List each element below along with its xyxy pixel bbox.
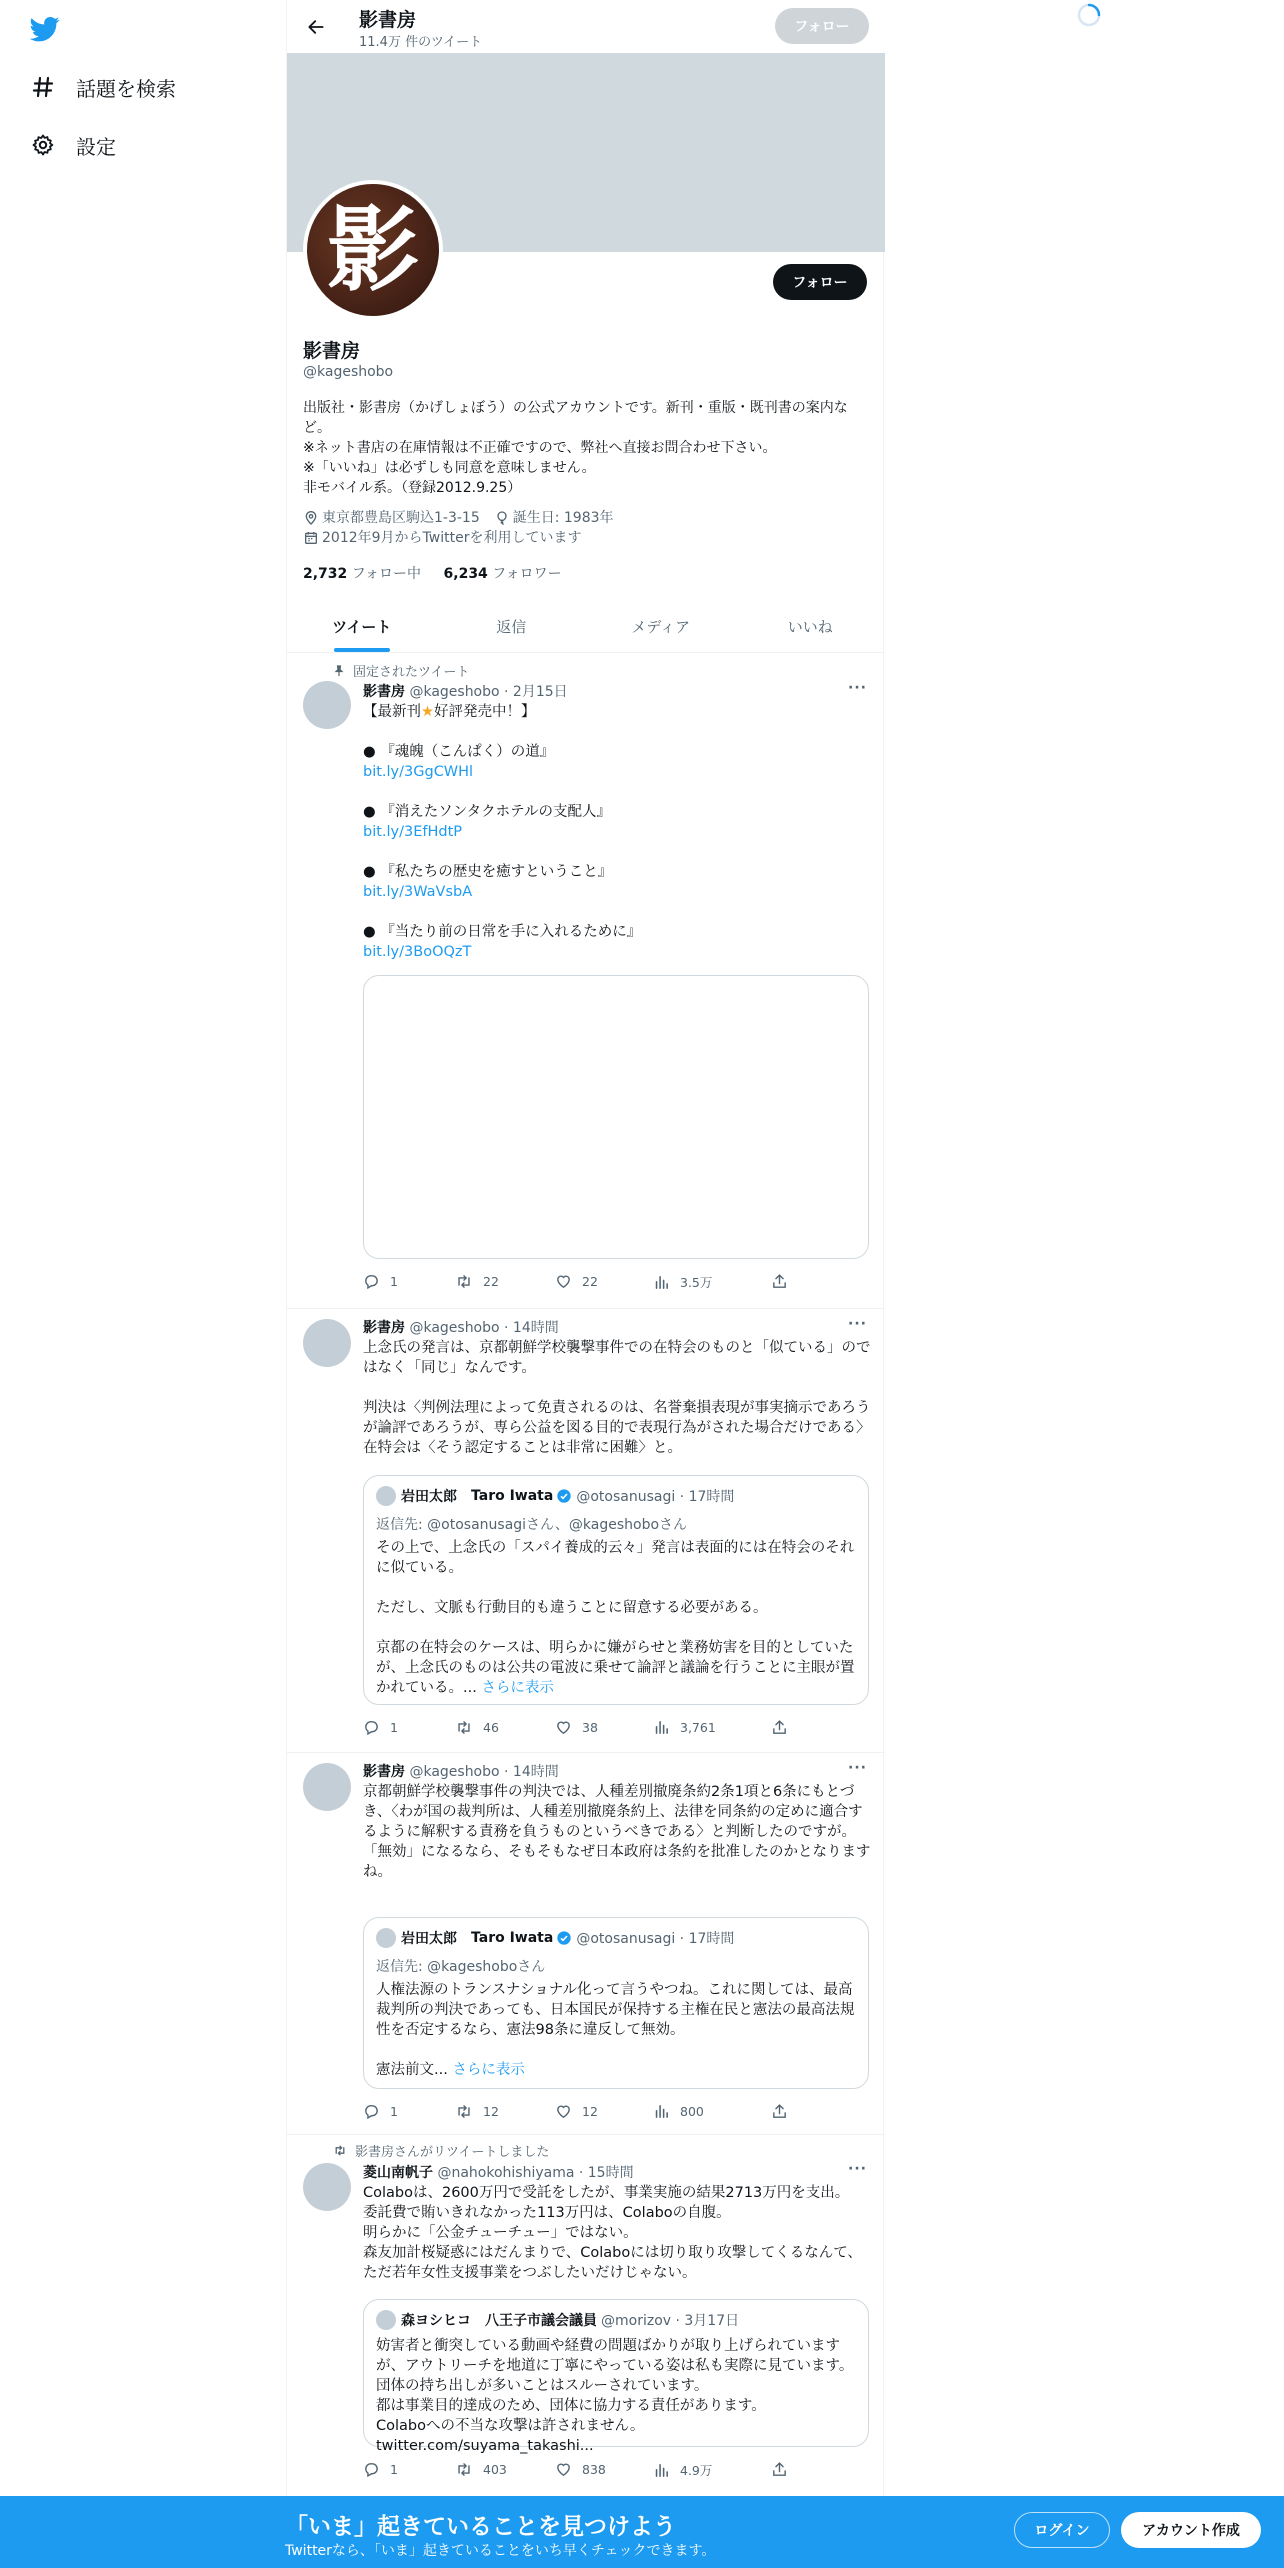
verified-badge-icon (556, 1930, 572, 1946)
hashtag-icon (28, 72, 58, 102)
profile-avatar[interactable] (303, 180, 443, 320)
book-title: 『魂魄（こんぱく）の道』 (380, 744, 555, 760)
loading-spinner-icon (1076, 2, 1102, 28)
retweet-icon (333, 2144, 347, 2157)
header-follow-button[interactable]: フォロー (775, 8, 869, 44)
profile-name: 影書房 (303, 340, 361, 362)
quoted-reply-to: 返信先: @kageshoboさん (376, 1959, 546, 1975)
tab-likes[interactable]: いいね (787, 617, 833, 636)
heart-icon (555, 1719, 572, 1736)
quoted-tweet[interactable] (363, 1475, 869, 1705)
avatar-glyph: 影 (326, 196, 419, 304)
like-count: 22 (582, 1274, 598, 1289)
nav-explore-label: 話題を検索 (76, 76, 176, 101)
tweet-text: 上念氏の発言は、京都朝鮮学校襲撃事件での在特会のものと「似ている」のではなく「同じ」なんです。 判決は〈判例法理によって免責されるのは、名誉棄損表現が事実摘示であろうが論評であろうが、専ら公益を図る目的で表現行為がされた場合だけである〉在特会は〈そう認定することは非常に困難〉と。 (363, 1340, 871, 1456)
book-link[interactable]: bit.ly/3WaVsbA (363, 884, 473, 900)
tweet-header (363, 681, 568, 701)
reply-icon (363, 2461, 380, 2478)
share-icon (771, 2461, 788, 2478)
nav-settings-label: 設定 (76, 134, 116, 159)
profile-header-bar (287, 0, 885, 53)
book-title: 『消えたソンタクホテルの支配人』 (380, 804, 611, 820)
retweet-icon (455, 2461, 473, 2478)
tweet-header (363, 1761, 559, 1781)
share-button[interactable] (771, 1719, 798, 1736)
views-count: 3.5万 (680, 1275, 713, 1290)
tweet-retweeted[interactable] (287, 2135, 885, 2496)
book-link[interactable]: bit.ly/3GgCWHl (363, 764, 474, 780)
reply-count: 1 (390, 2104, 398, 2119)
tweet-text: Colaboは、2600万円で受託をしたが、事業実施の結果2713万円を支出。 委託費で賄いきれなかった113万円は、Colaboの自腹。 明らかに「公金チューチュー」ではない。 森友加計桜疑惑にはだんまりで、Colaboには切り取り攻撃してくるなんて、ただ若年女性支援事業をつぶしたいだけじゃない。 (363, 2185, 862, 2281)
tweet-author-meta[interactable]: @kageshobo · 14時間 (409, 1320, 559, 1336)
reply-button[interactable] (363, 2103, 398, 2120)
tab-tweets[interactable]: ツイート (287, 600, 437, 652)
share-button[interactable] (771, 2461, 798, 2478)
signup-button[interactable]: アカウント作成 (1121, 2512, 1261, 2548)
tweet-avatar[interactable] (303, 2163, 351, 2211)
tweet-author-meta[interactable]: @kageshobo · 2月15日 (409, 684, 568, 700)
followers-count: 6,234 (443, 566, 488, 582)
profile-meta (303, 508, 628, 548)
follow-counts (303, 563, 562, 583)
quoted-meta: @otosanusagi · 17時間 (576, 1489, 735, 1505)
like-button[interactable] (555, 2103, 598, 2120)
tweet-avatar[interactable] (303, 1763, 351, 1811)
pinned-text: 固定されたツイート (353, 665, 470, 680)
share-icon (771, 2103, 788, 2120)
quoted-tweet[interactable] (363, 1917, 869, 2089)
retweeted-text: 影書房さんがリツイートしました (355, 2145, 550, 2160)
retweet-button[interactable] (455, 2461, 507, 2478)
tweet-author-meta[interactable]: @kageshobo · 14時間 (409, 1764, 559, 1780)
quoted-author-name: 岩田太郎 (401, 1489, 457, 1505)
heart-icon (555, 1273, 572, 1290)
reply-button[interactable] (363, 1719, 398, 1736)
retweet-button[interactable] (455, 1273, 499, 1290)
views-bar-icon (653, 1719, 670, 1736)
retweet-count: 46 (483, 1720, 499, 1735)
retweeted-label (333, 2141, 549, 2160)
joined-text: 2012年9月からTwitterを利用しています (322, 530, 582, 546)
calendar-icon (303, 530, 319, 546)
following-link[interactable] (303, 566, 421, 582)
verified-badge-icon (556, 1488, 572, 1504)
book-item: ● 『消えたソンタクホテルの支配人』 (363, 804, 611, 820)
tweet-text-intro2: 好評発売中！】 (434, 704, 536, 720)
tweet-actions (363, 1719, 803, 1739)
tweet[interactable] (287, 1309, 885, 1753)
book-item: ● 『魂魄（こんぱく）の道』 (363, 744, 555, 760)
tweet-author-name[interactable]: 影書房 (363, 1764, 405, 1780)
like-button[interactable] (555, 1273, 598, 1290)
retweet-count: 22 (483, 1274, 499, 1289)
tweet-avatar[interactable] (303, 1319, 351, 1367)
signup-banner (0, 2496, 1284, 2568)
following-count: 2,732 (303, 566, 348, 582)
profile-tabs (287, 600, 885, 653)
retweet-icon (455, 1719, 473, 1736)
quoted-reply-to: 返信先: @otosanusagiさん、@kageshoboさん (376, 1517, 688, 1533)
location-text: 東京都豊島区駒込1-3-15 (322, 510, 480, 526)
quoted-header (376, 1928, 734, 1948)
tab-media[interactable]: メディア (631, 617, 691, 636)
profile-handle: @kageshobo (303, 364, 394, 380)
quoted-avatar (376, 1486, 396, 1506)
quoted-text (376, 1538, 858, 1698)
quoted-meta: @otosanusagi · 17時間 (576, 1931, 735, 1947)
views-count: 800 (680, 2104, 704, 2119)
quoted-header (376, 2310, 739, 2330)
quoted-avatar (376, 1928, 396, 1948)
signup-banner-title: 「いま」起きていることを見つけよう (285, 2514, 676, 2540)
reply-button[interactable] (363, 1273, 398, 1290)
book-item: ● 『私たちの歴史を癒すということ』 (363, 864, 613, 880)
tweet-text (363, 702, 873, 962)
views-button[interactable] (653, 2103, 704, 2120)
tweet-author-meta[interactable]: @nahokohishiyama · 15時間 (437, 2165, 634, 2181)
views-count: 3,761 (680, 1720, 716, 1735)
views-bar-icon (653, 2103, 670, 2120)
like-count: 12 (582, 2104, 598, 2119)
signup-banner-subtitle: Twitterなら、「いま」起きていることをいち早くチェックできます。 (285, 2543, 716, 2559)
quoted-text-body: その上で、上念氏の「スパイ養成的云々」発言は表面的には在特会のそれに似ている。 ただし、文脈も行動目的も違うことに留意する必要がある。 京都の在特会のケースは、明らかに嫌がらせと業務妨害を目的としていたが、上念氏のものは公共の電波に乗せて論評と議論を行うことに主眼が置かれている。... (376, 1540, 855, 1696)
like-button[interactable] (555, 2461, 606, 2478)
tweet-avatar[interactable] (303, 681, 351, 729)
profile-column (286, 0, 884, 2496)
profile-bio: 出版社・影書房（かげしょぼう）の公式アカウントです。新刊・重版・既刊書の案内など。 ※ネット書店の在庫情報は不正確ですので、弊社へ直接お問合わせ下さい。 ※「いいね」は必ずしも同意を意味しません。 非モバイル系。（登録2012.9.25） (303, 400, 848, 496)
quoted-avatar (376, 2310, 396, 2330)
tweet-actions (363, 1273, 803, 1293)
tweet-text-intro: 【最新刊 (363, 704, 421, 720)
book-link[interactable]: bit.ly/3EfHdtP (363, 824, 463, 840)
following-label: フォロー中 (351, 566, 422, 582)
book-item: ● 『当たり前の日常を手に入れるために』 (363, 924, 642, 940)
header-name: 影書房 (359, 9, 417, 31)
quoted-tweet[interactable] (363, 2299, 869, 2454)
reply-count: 1 (390, 2462, 398, 2477)
tweet-actions (363, 2103, 803, 2123)
quoted-text (376, 1980, 858, 2080)
quoted-author-name: 森ヨシヒコ 八王子市議会議員 (401, 2313, 597, 2329)
pinned-label (333, 661, 469, 680)
pin-icon (333, 665, 345, 677)
reply-icon (363, 1719, 380, 1736)
followers-label: フォロワー (492, 566, 562, 582)
gear-icon (28, 130, 58, 160)
quoted-header (376, 1486, 734, 1506)
balloon-icon (494, 510, 510, 526)
back-arrow-icon[interactable] (301, 12, 331, 42)
reply-icon (363, 2103, 380, 2120)
book-title: 『当たり前の日常を手に入れるために』 (380, 924, 642, 940)
tab-replies[interactable]: 返信 (496, 617, 527, 636)
share-button[interactable] (771, 2103, 798, 2120)
views-bar-icon (653, 2462, 670, 2479)
login-button[interactable]: ログイン (1014, 2512, 1110, 2548)
tweet-author-name[interactable]: 菱山南帆子 (363, 2165, 433, 2181)
tweet-text: 京都朝鮮学校襲撃事件の判決では、人種差別撤廃条約2条1項と6条にもとづき、〈わが国の裁判所は、人種差別撤廃条約上、法律を同条約の定めに適合するように解釈する責務を負うものというべきである〉と判断したのですが。 「無効」になるなら、そもそもなぜ日本政府は条約を批准したのかとなりますね。 (363, 1784, 871, 1880)
more-options-icon[interactable]: ··· (848, 2161, 867, 2177)
retweet-icon (455, 2103, 473, 2120)
profile-joined (303, 528, 581, 548)
twitter-logo-icon[interactable] (28, 14, 62, 44)
book-title: 『私たちの歴史を癒すということ』 (380, 864, 613, 880)
birthday-text: 誕生日: 1983年 (512, 510, 614, 526)
like-button[interactable] (555, 1719, 598, 1736)
location-pin-icon (303, 510, 319, 526)
retweet-button[interactable] (455, 1719, 499, 1736)
like-count: 38 (582, 1720, 598, 1735)
followers-link[interactable] (444, 566, 562, 582)
views-count: 4.9万 (680, 2463, 713, 2478)
reply-button[interactable] (363, 2461, 398, 2478)
heart-icon (555, 2461, 572, 2478)
tweet-media[interactable] (363, 975, 869, 1259)
reply-icon (363, 1273, 380, 1290)
share-button[interactable] (771, 1273, 798, 1290)
profile-birthday (494, 508, 614, 528)
book-link[interactable]: bit.ly/3BoOQzT (363, 944, 472, 960)
heart-icon (555, 2103, 572, 2120)
views-button[interactable] (653, 2461, 712, 2479)
follow-button[interactable]: フォロー (773, 264, 867, 300)
more-options-icon[interactable]: ··· (848, 1316, 867, 1332)
tweet-header (363, 1317, 559, 1337)
retweet-icon (455, 1273, 473, 1290)
tweet-author-name[interactable]: 影書房 (363, 684, 405, 700)
show-more-link[interactable]: さらに表示 (452, 2062, 525, 2078)
star-icon: ★ (421, 704, 434, 720)
more-options-icon[interactable]: ··· (848, 680, 867, 696)
quoted-text-body: 人権法源のトランスナショナル化って言うやつね。これに関しては、最高裁判所の判決であっても、日本国民が保持する主権在民と憲法の最高法規性を否定するなら、憲法98条に違反して無効。 憲法前文... (376, 1982, 855, 2078)
quoted-text: 妨害者と衝突している動画や経費の問題ばかりが取り上げられていますが、アウトリーチを地道に丁寧にやっている姿は私も実際に見ています。団体の持ち出しが多いことはスルーされています。 都は事業目的達成のため、団体に協力する責任があります。 Colaboへの不当な攻撃は許されません。 twitter.com/suyama_takashi... (376, 2338, 854, 2454)
views-button[interactable] (653, 1719, 716, 1736)
retweet-count: 12 (483, 2104, 499, 2119)
quoted-author-name: 岩田太郎 (401, 1931, 457, 1947)
tweet-actions (363, 2461, 803, 2481)
nav-explore[interactable] (28, 67, 176, 107)
views-button[interactable] (653, 1273, 712, 1291)
share-icon (771, 1273, 788, 1290)
profile-location (303, 508, 480, 528)
like-count: 838 (582, 2462, 606, 2477)
header-tweet-count: 11.4万 件のツイート (359, 35, 483, 50)
quoted-meta: @morizov · 3月17日 (601, 2313, 740, 2329)
tweet[interactable] (287, 1753, 885, 2135)
views-bar-icon (653, 1274, 670, 1291)
share-icon (771, 1719, 788, 1736)
quoted-author-name-en: Taro Iwata (471, 1930, 554, 1946)
retweet-button[interactable] (455, 2103, 499, 2120)
tweet-author-name[interactable]: 影書房 (363, 1320, 405, 1336)
quoted-author-name-en: Taro Iwata (471, 1488, 554, 1504)
retweet-count: 403 (483, 2462, 507, 2477)
tweet-pinned[interactable] (287, 653, 885, 1309)
tweet-header (363, 2162, 634, 2182)
show-more-link[interactable]: さらに表示 (481, 1680, 554, 1696)
more-options-icon[interactable]: ··· (848, 1760, 867, 1776)
nav-settings[interactable] (28, 125, 116, 165)
reply-count: 1 (390, 1720, 398, 1735)
reply-count: 1 (390, 1274, 398, 1289)
